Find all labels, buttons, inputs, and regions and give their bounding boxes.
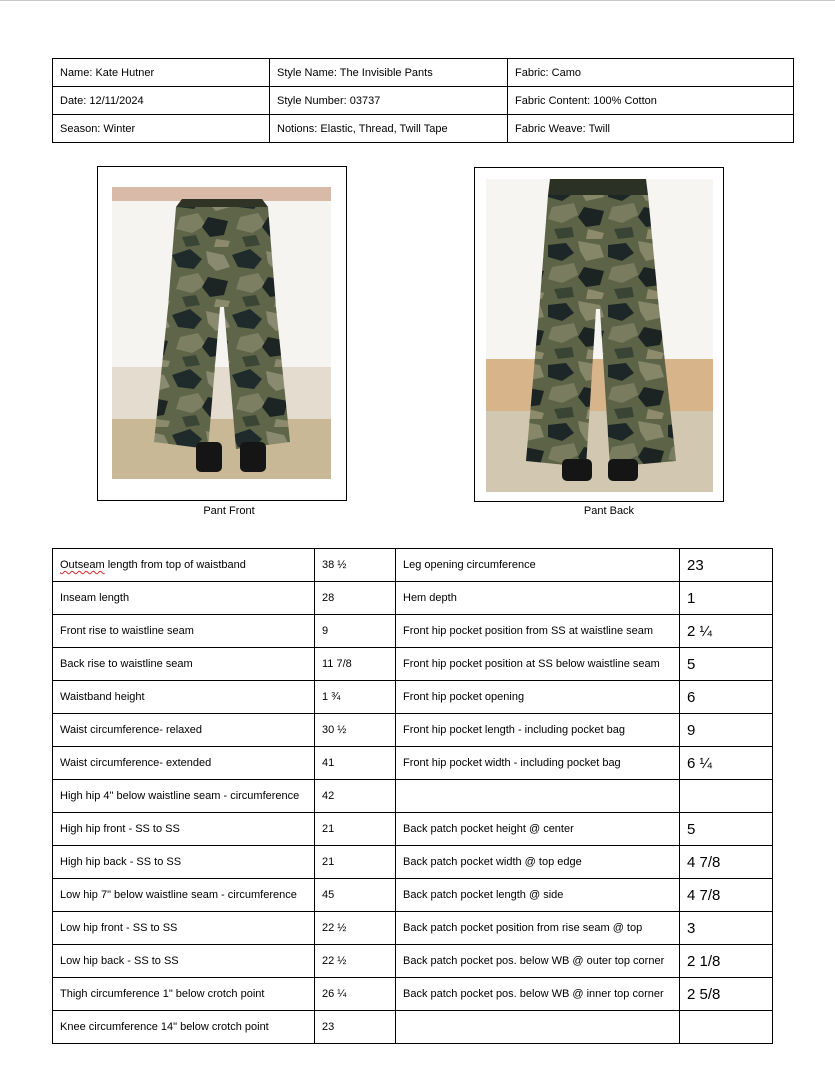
measurement-label: Back patch pocket position from rise seam @ top [396, 912, 680, 945]
measurement-label: Front hip pocket width - including pocket bag [396, 747, 680, 780]
measurement-value [680, 1011, 773, 1044]
measurement-value: 2 1/8 [680, 945, 773, 978]
measurement-value: 38 ½ [315, 549, 396, 582]
pant-back-caption: Pant Back [583, 505, 635, 517]
measurement-value: 22 ½ [315, 945, 396, 978]
measurement-value: 5 [680, 648, 773, 681]
style-info-table [52, 58, 794, 143]
measurement-label: High hip front - SS to SS [53, 813, 315, 846]
measurement-value: 4 7/8 [680, 846, 773, 879]
pant-back-frame [474, 167, 724, 502]
measurement-value: 21 [315, 813, 396, 846]
header-row [53, 115, 794, 143]
fabric-content-field: Fabric Content: 100% Cotton [508, 87, 794, 115]
season-field: Season: Winter [53, 115, 270, 143]
measurement-value: 3 [680, 912, 773, 945]
measurement-row [53, 846, 773, 879]
measurement-value: 41 [315, 747, 396, 780]
pant-front-frame [97, 166, 347, 501]
measurement-value: 9 [315, 615, 396, 648]
measurement-value [680, 780, 773, 813]
measurement-row [53, 615, 773, 648]
measurement-label: Low hip 7" below waistline seam - circumference [53, 879, 315, 912]
measurement-label: High hip 4" below waistline seam - circumference [53, 780, 315, 813]
measurement-label: Back patch pocket height @ center [396, 813, 680, 846]
measurement-value: 28 [315, 582, 396, 615]
measurement-label: Low hip back - SS to SS [53, 945, 315, 978]
measurement-value: 4 7/8 [680, 879, 773, 912]
measurement-label [396, 1011, 680, 1044]
measurement-row [53, 978, 773, 1011]
measurement-value: 6 [680, 681, 773, 714]
measurement-label: Back patch pocket length @ side [396, 879, 680, 912]
measurement-row [53, 813, 773, 846]
measurement-value: 26 ¼ [315, 978, 396, 1011]
measurement-row [53, 945, 773, 978]
pant-front-caption: Pant Front [203, 505, 255, 517]
measurement-table [52, 548, 773, 1044]
measurement-row [53, 780, 773, 813]
measurement-value: 21 [315, 846, 396, 879]
measurement-label: Back patch pocket pos. below WB @ inner top corner [396, 978, 680, 1011]
measurement-label: Inseam length [53, 582, 315, 615]
measurement-value: 9 [680, 714, 773, 747]
measurement-label: Waistband height [53, 681, 315, 714]
measurement-label: Hem depth [396, 582, 680, 615]
measurement-label-text: length from top of waistband [104, 559, 246, 571]
measurement-label: High hip back - SS to SS [53, 846, 315, 879]
measurement-label: Back rise to waistline seam [53, 648, 315, 681]
measurement-label: Front hip pocket opening [396, 681, 680, 714]
style-name-field: Style Name: The Invisible Pants [270, 59, 508, 87]
header-row [53, 59, 794, 87]
measurement-row [53, 648, 773, 681]
date-field: Date: 12/11/2024 [53, 87, 270, 115]
measurement-label: Front hip pocket length - including pocket bag [396, 714, 680, 747]
measurement-row [53, 549, 773, 582]
measurement-value: 30 ½ [315, 714, 396, 747]
measurement-value: 11 7/8 [315, 648, 396, 681]
measurement-value: 2 5/8 [680, 978, 773, 1011]
measurement-row [53, 912, 773, 945]
measurement-label: Leg opening circumference [396, 549, 680, 582]
measurement-value: 45 [315, 879, 396, 912]
style-number-field: Style Number: 03737 [270, 87, 508, 115]
measurement-value: 23 [680, 549, 773, 582]
measurement-row [53, 714, 773, 747]
header-row [53, 87, 794, 115]
measurement-label: Waist circumference- relaxed [53, 714, 315, 747]
measurement-label [53, 549, 315, 582]
measurement-row [53, 879, 773, 912]
measurement-label [396, 780, 680, 813]
measurement-value: 1 [680, 582, 773, 615]
measurement-row [53, 582, 773, 615]
measurement-value: 22 ½ [315, 912, 396, 945]
measurement-value: 42 [315, 780, 396, 813]
measurement-label: Front rise to waistline seam [53, 615, 315, 648]
measurement-label: Back patch pocket pos. below WB @ outer top corner [396, 945, 680, 978]
pant-front-photo [112, 187, 331, 479]
pant-back-photo [486, 179, 713, 492]
fabric-weave-field: Fabric Weave: Twill [508, 115, 794, 143]
measurement-label: Back patch pocket width @ top edge [396, 846, 680, 879]
name-field: Name: Kate Hutner [53, 59, 270, 87]
measurement-row [53, 681, 773, 714]
measurement-label: Low hip front - SS to SS [53, 912, 315, 945]
measurement-row [53, 1011, 773, 1044]
fabric-field: Fabric: Camo [508, 59, 794, 87]
measurement-label: Front hip pocket position at SS below waistline seam [396, 648, 680, 681]
measurement-label: Front hip pocket position from SS at waistline seam [396, 615, 680, 648]
page-top-rule [0, 0, 835, 1]
measurement-value: 1 ¾ [315, 681, 396, 714]
measurement-label: Knee circumference 14" below crotch point [53, 1011, 315, 1044]
measurement-value: 23 [315, 1011, 396, 1044]
measurement-value: 2 ¼ [680, 615, 773, 648]
notions-field: Notions: Elastic, Thread, Twill Tape [270, 115, 508, 143]
measurement-row [53, 747, 773, 780]
measurement-label: Waist circumference- extended [53, 747, 315, 780]
measurement-value: 6 ¼ [680, 747, 773, 780]
measurement-value: 5 [680, 813, 773, 846]
spellcheck-word: Outseam [60, 559, 105, 571]
measurement-label: Thigh circumference 1" below crotch point [53, 978, 315, 1011]
